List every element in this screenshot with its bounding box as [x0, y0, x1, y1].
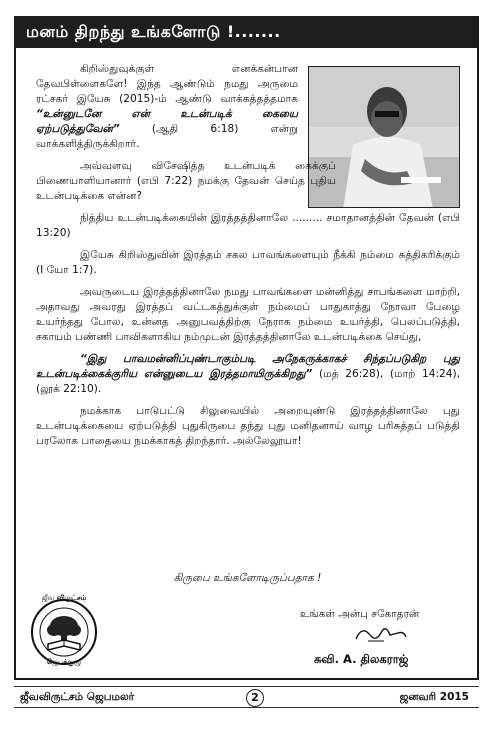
- logo-bottom-text: ஜெபக்குழு: [46, 658, 82, 666]
- footer-publication: ஜீவவிருட்சம் ஜெபமலர்: [20, 691, 135, 703]
- page-footer: [14, 686, 479, 708]
- brother-line: உங்கள் அன்பு சகோதரன்: [300, 608, 420, 620]
- letter-paragraph-2: அவ்வளவு விசேஷித்த உடன்படிக் கைக்குப் பிணையாளியானார் (எபி 7:22) நமக்கு தேவன் செய்த புதிய உடன்படிக்கை என்ன?: [36, 160, 336, 202]
- letter-paragraph-6: [36, 352, 460, 397]
- page-title: [14, 16, 479, 48]
- signature-icon: [350, 621, 410, 647]
- letter-paragraph-5: அவருடைய இரத்தத்தினாலே நமது பாவங்களை மன்னித்து சாபங்களை மாற்றி, அதாவது அவரது இரத்தப் வட்டகத்துக்குள் நம்மைப் பாதுகாத்து நோவா பேழை உயர்ந்தது போல, உன்னத அனுபவத்திற்கு நேராக நம்மை உயர்த்தி, பெலப்படுத்தி, சகாயம் பண்ணி பாவிகளாகிய நம்முடன் இரத்தத்தினாலே உடன்படிக்கை செய்து,: [36, 286, 460, 343]
- author-name: சுவி. A. திலகராஜ்: [314, 652, 409, 666]
- letter-paragraph-4: இயேசு கிறிஸ்துவின் இரத்தம் சகல பாவங்களையும் நீக்கி நம்மை சுத்திகரிக்கும் (I யோ 1:7).: [36, 249, 460, 276]
- prayer-group-logo: [30, 596, 98, 672]
- page-title-text: மனம் திறந்து உங்களோடு !.......: [26, 22, 281, 41]
- signature-block: [300, 608, 480, 668]
- letter-paragraph-1: [36, 62, 298, 152]
- page-number: 2: [246, 689, 264, 707]
- paragraph-6-tail: (மத் 26:28), (மாற் 14:24), (லூக் 22:10).: [36, 368, 461, 395]
- paragraph-1-text: கிறிஸ்துவுக்குள் எனக்கன்பான தேவபிள்ளைகளே! இந்த ஆண்டும் நமது அருமை ரட்சகர் இயேசு (2015)-ம் ஆண்டு வாக்கத்தத்தமாக: [36, 63, 298, 105]
- paragraph-6-quote: “இது பாவமன்னிப்புண்டாகும்படி அநேகருக்காகச் சிந்தப்படுகிற புது உடன்படிக்கைக்குரிய என்னுடைய இரத்தமாயிருக்கிறது”: [36, 353, 460, 380]
- letter-paragraph-7: நமக்காக பாடுபட்டு சிலுவையில் அறையுண்டு இரத்தத்தினாலே புது உடன்படிக்கையை ஏற்படுத்தி புதுகிருபை தந்து புது மனிதனாய் வாழ பரிசுத்தப் படுத்தி பரலோக பாதையை நமக்காகத் திறந்தார். அல்லேலூயா!: [36, 405, 460, 447]
- letter-body: [36, 62, 460, 456]
- paragraph-1-quote: “உன்னுடனே என் உடன்படிக் கையை ஏற்படுத்துவேன்”: [36, 108, 298, 135]
- paragraph-1-tail: (ஆதி 6:18) என்று வாக்களித்திருக்கிறார்.: [36, 123, 298, 150]
- footer-date: ஜனவரி 2015: [399, 691, 469, 703]
- logo-top-text: ஜீவ விருட்சம்: [41, 594, 87, 602]
- closing-greeting: கிருபை உங்களோடிருப்பதாக !: [173, 572, 322, 584]
- letter-paragraph-3: நித்திய உடன்படிக்கையின் இரத்தத்தினாலே ......... சமாதானத்தின் தேவன் (எபி 13:20): [36, 212, 460, 239]
